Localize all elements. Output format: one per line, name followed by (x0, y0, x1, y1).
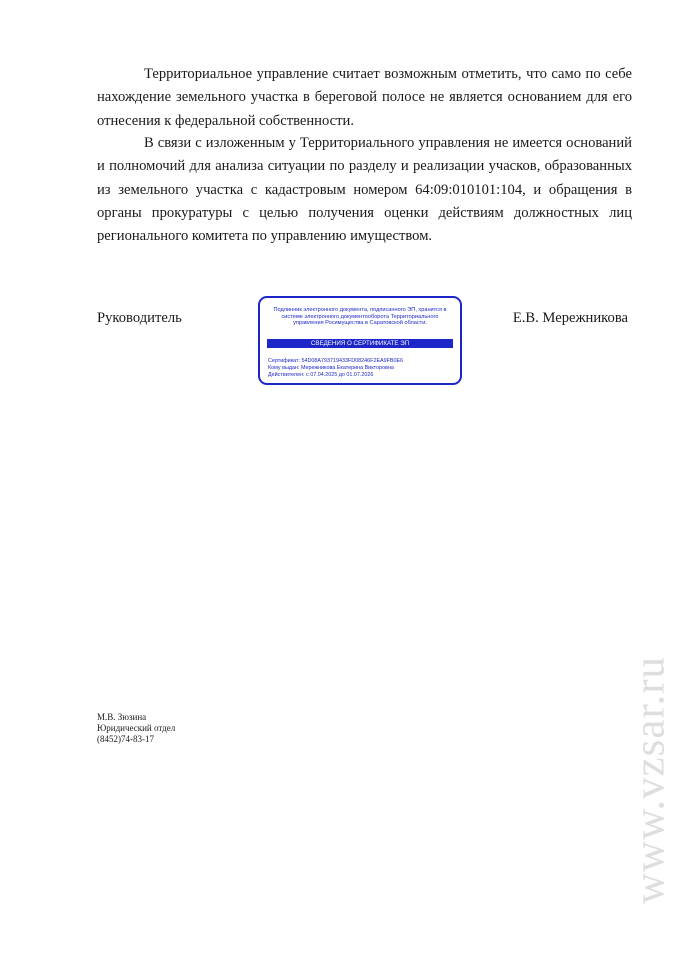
stamp-details (268, 358, 403, 379)
footer-phone: (8452)74-83-17 (97, 734, 154, 744)
watermark-text: www.vzsar.ru (626, 655, 674, 905)
footer-department: Юридический отдел (97, 723, 176, 733)
stamp-certificate-bar: СВЕДЕНИЯ О СЕРТИФИКАТЕ ЭП (267, 339, 453, 348)
electronic-signature-stamp (258, 296, 462, 385)
footer-author: М.В. Зюзина (97, 712, 147, 722)
stamp-issued-to-line: Кому выдан: Мережникова Екатерина Викторовна (268, 365, 394, 371)
footer-contact (97, 712, 175, 745)
watermark (626, 640, 674, 920)
stamp-certificate-line: Сертификат: 54D08A793719433FD08246F2EA9FB0E6 (268, 358, 404, 364)
signatory-title: Руководитель (97, 310, 182, 326)
paragraph-1: Территориальное управление считает возможным отметить, что само по себе нахождение земельного участка в береговой полосе не является основанием для его отнесения к федеральной собственности. (97, 66, 632, 129)
signatory-name: Е.В. Мережникова (512, 310, 628, 326)
stamp-header: Подлинник электронного документа, подписанного ЭП, хранится в системе электронного документооборота Территориального управления Росимущества в Саратовской области. (273, 307, 447, 327)
paragraph-2: В связи с изложенным у Территориального управления не имеется оснований и полномочий для анализа ситуации по разделу и реализации учасков, образованных из земельного участка с кадастровым номером 64:09:010101:104, и обращения в органы прокуратуры с целью получения оценки действиям должностных лиц регионального комитета по управлению имуществом. (97, 135, 632, 245)
stamp-validity-line: Действителен: с 07.04.2025 до 01.07.2026 (268, 372, 374, 378)
